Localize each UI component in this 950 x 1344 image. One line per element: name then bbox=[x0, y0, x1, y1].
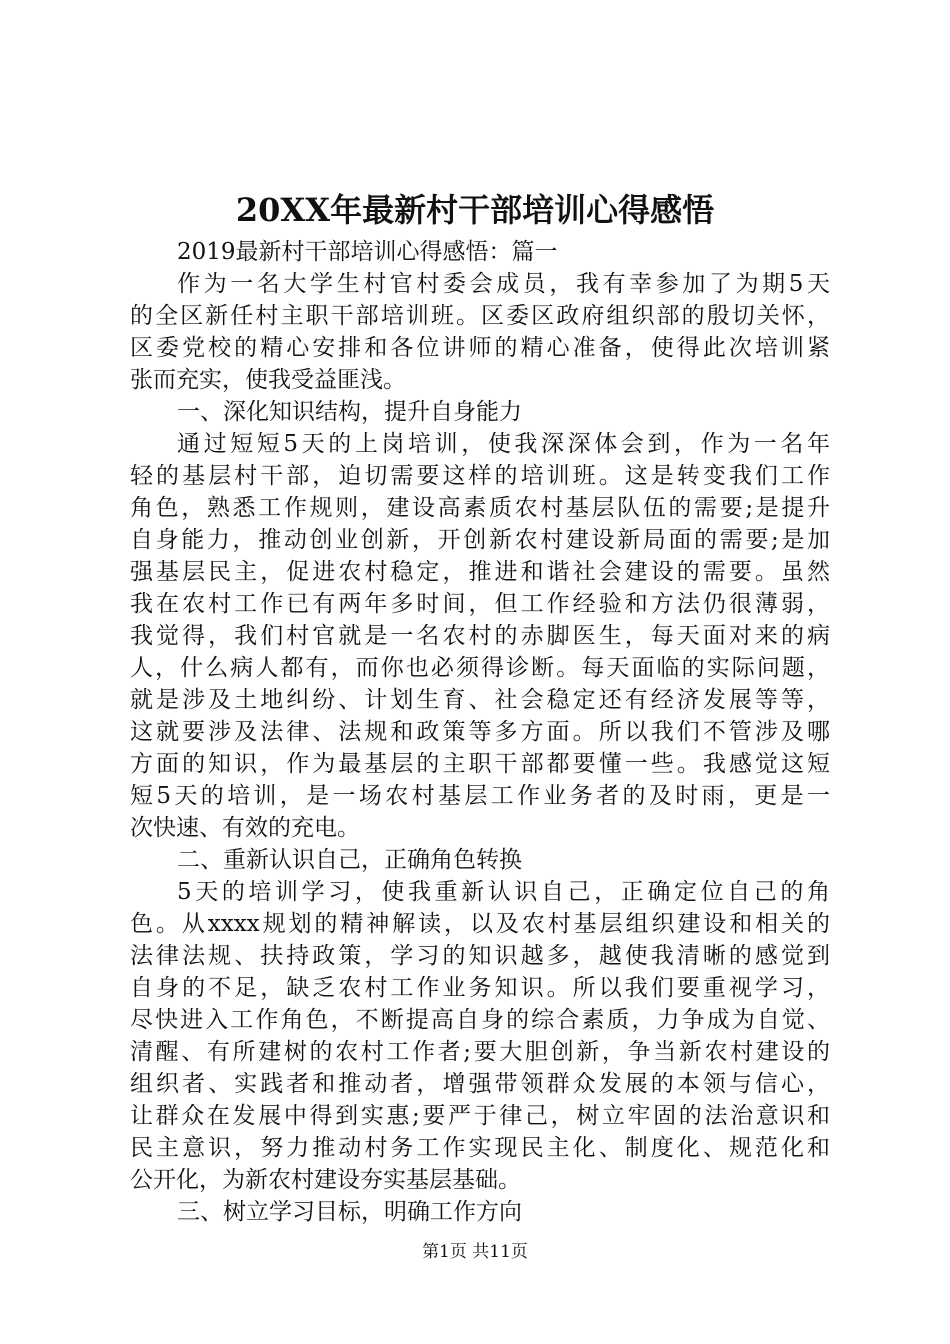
text-line: 强基层民主，促进农村稳定，推进和谐社会建设的需要。虽然 bbox=[130, 559, 830, 585]
text-line: 区委党校的精心安排和各位讲师的精心准备，使得此次培训紧 bbox=[130, 335, 830, 361]
text-line: 短5天的培训，是一场农村基层工作业务者的及时雨，更是一 bbox=[130, 783, 830, 809]
text-line: 自身能力，推动创业创新，开创新农村建设新局面的需要;是加 bbox=[130, 527, 830, 553]
text-line: 自身的不足，缺乏农村工作业务知识。所以我们要重视学习， bbox=[130, 975, 830, 1001]
text-line: 我在农村工作已有两年多时间，但工作经验和方法仍很薄弱， bbox=[130, 591, 830, 617]
text-line: 张而充实，使我受益匪浅。 bbox=[130, 367, 406, 393]
text-line: 轻的基层村干部，迫切需要这样的培训班。这是转变我们工作 bbox=[130, 463, 830, 489]
text-line: 一、深化知识结构，提升自身能力 bbox=[177, 399, 522, 425]
document-title: 20XX年最新村干部培训心得感悟 bbox=[235, 191, 715, 229]
text-line: 的全区新任村主职干部培训班。区委区政府组织部的殷切关怀， bbox=[130, 303, 830, 329]
text-line: 色。从xxxx规划的精神解读，以及农村基层组织建设和相关的 bbox=[130, 911, 830, 937]
text-line: 二、重新认识自己，正确角色转换 bbox=[177, 847, 522, 873]
text-line: 法律法规、扶持政策，学习的知识越多，越使我清晰的感觉到 bbox=[130, 943, 830, 969]
text-line: 三、树立学习目标，明确工作方向 bbox=[177, 1199, 522, 1225]
text-line: 5天的培训学习，使我重新认识自己，正确定位自己的角 bbox=[177, 879, 830, 905]
text-line: 这就要涉及法律、法规和政策等多方面。所以我们不管涉及哪 bbox=[130, 719, 830, 745]
page-footer: 第1页 共11页 bbox=[422, 1242, 528, 1262]
text-line: 清醒、有所建树的农村工作者;要大胆创新，争当新农村建设的 bbox=[130, 1039, 830, 1065]
text-line: 次快速、有效的充电。 bbox=[130, 815, 360, 841]
text-line: 角色，熟悉工作规则，建设高素质农村基层队伍的需要;是提升 bbox=[130, 495, 830, 521]
text-line: 人，什么病人都有，而你也必须得诊断。每天面临的实际问题， bbox=[130, 655, 830, 681]
text-line: 让群众在发展中得到实惠;要严于律己，树立牢固的法治意识和 bbox=[130, 1103, 830, 1129]
text-line: 尽快进入工作角色，不断提高自身的综合素质，力争成为自觉、 bbox=[130, 1007, 830, 1033]
document-body bbox=[130, 236, 830, 1228]
text-line: 通过短短5天的上岗培训，使我深深体会到，作为一名年 bbox=[177, 431, 830, 457]
text-line: 方面的知识，作为最基层的主职干部都要懂一些。我感觉这短 bbox=[130, 751, 830, 777]
text-line: 组织者、实践者和推动者，增强带领群众发展的本领与信心， bbox=[130, 1071, 830, 1097]
text-line: 就是涉及土地纠纷、计划生育、社会稳定还有经济发展等等， bbox=[130, 687, 830, 713]
text-line: 我觉得，我们村官就是一名农村的赤脚医生，每天面对来的病 bbox=[130, 623, 830, 649]
text-line: 作为一名大学生村官村委会成员，我有幸参加了为期5天 bbox=[177, 271, 830, 297]
text-line: 公开化，为新农村建设夯实基层基础。 bbox=[130, 1167, 521, 1193]
text-line: 2019最新村干部培训心得感悟：篇一 bbox=[177, 239, 558, 265]
text-line: 民主意识，努力推动村务工作实现民主化、制度化、规范化和 bbox=[130, 1135, 830, 1161]
